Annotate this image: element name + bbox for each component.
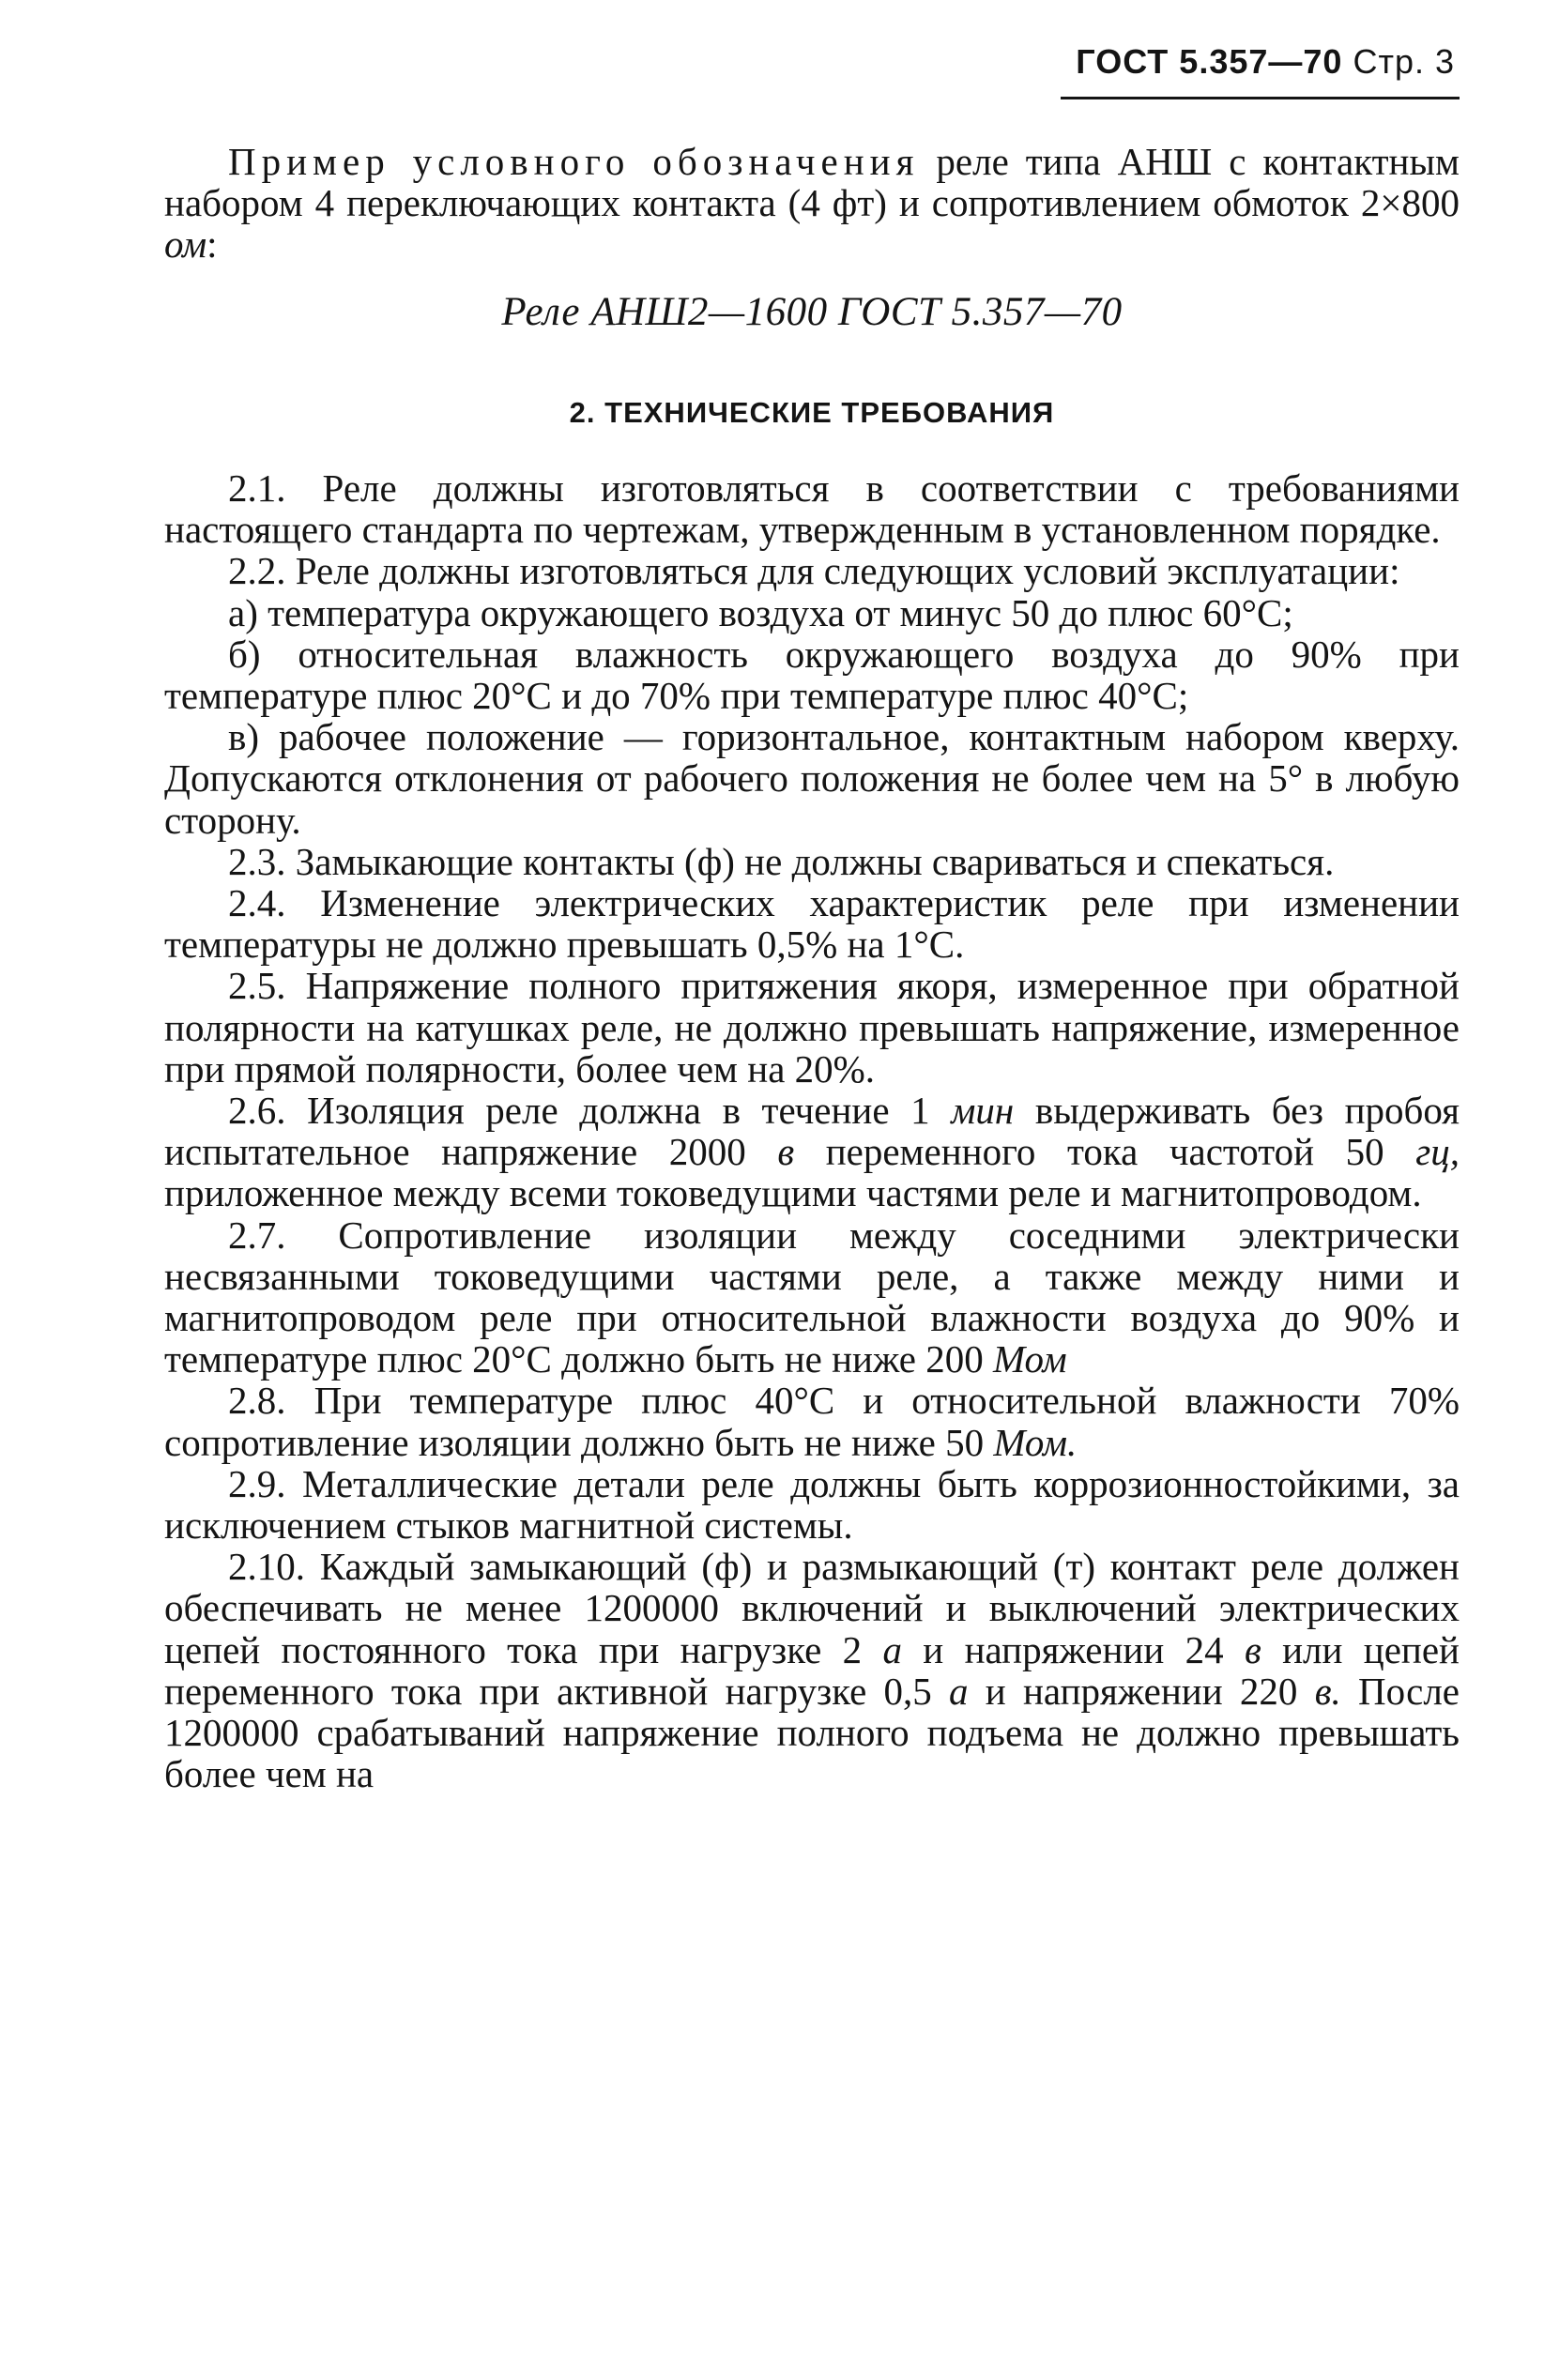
unit-megaohm-2: Мом. xyxy=(993,1420,1078,1464)
standard-number: ГОСТ 5.357—70 xyxy=(1076,42,1343,81)
example-text: реле типа АНШ с контактным набором 4 переключающих контакта (4 фт) и сопротивлением обмоток 2×800 xyxy=(164,140,1460,225)
clause-2-6-text-1: 2.6. Изоляция реле должна в течение 1 xyxy=(228,1089,952,1133)
clause-2-1: 2.1. Реле должны изготовляться в соответствии с требованиями настоящего стандарта по чертежам, утвержденным в установленном порядке. xyxy=(164,466,1460,552)
clause-2-9: 2.9. Металлические детали реле должны быть коррозионностойкими, за исключением стыков магнитной системы. xyxy=(164,1461,1460,1548)
example-end: : xyxy=(206,222,218,267)
page-number: Стр. 3 xyxy=(1353,42,1455,81)
designation-formula: Реле АНШ2—1600 ГОСТ 5.357—70 xyxy=(501,290,1123,334)
clause-2-2-b: б) относительная влажность окружающего воздуха до 90% при температуре плюс 20°С и до 70% при температуре плюс 40°С; xyxy=(164,632,1460,718)
clause-2-10-text-1: 2.10. Каждый замыкающий (ф) и размыкающий (т) контакт реле должен обеспечивать не менее 1200000 включений и выключений электрических цепей постоянного тока при нагрузке 2 xyxy=(164,1545,1460,1671)
clause-2-2-a: а) температура окружающего воздуха от минус 50 до плюс 60°С; xyxy=(228,590,1293,634)
running-header xyxy=(901,42,1455,82)
example-unit: ом xyxy=(164,222,207,267)
clause-2-10 xyxy=(164,1546,1460,1794)
clause-2-6 xyxy=(164,1090,1460,1214)
clause-2-10-text-4: и напряжении 220 xyxy=(968,1669,1315,1713)
clause-2-6-text-3: переменного тока частотой 50 xyxy=(794,1130,1416,1174)
unit-hertz: гц, xyxy=(1415,1130,1460,1174)
clause-2-2-c: в) рабочее положение — горизонтальное, контактным набором кверху. Допускаются отклонения от рабочего положения не более чем на 5° в любую сторону. xyxy=(164,715,1460,842)
unit-min: мин xyxy=(951,1089,1015,1133)
unit-volt-2: в xyxy=(1244,1627,1261,1671)
header-rule xyxy=(1061,97,1460,99)
designation-example xyxy=(164,141,1460,266)
example-lead: Пример условного обозначения xyxy=(228,140,920,183)
clause-2-8-text: 2.8. При температуре плюс 40°С и относительной влажности 70% сопротивление изоляции должно быть не ниже 50 xyxy=(164,1379,1460,1464)
section-title: 2. ТЕХНИЧЕСКИЕ ТРЕБОВАНИЯ xyxy=(569,396,1055,429)
clause-2-4: 2.4. Изменение электрических характеристик реле при изменении температуры не должно превышать 0,5% на 1°С. xyxy=(164,881,1460,967)
clause-2-10-text-2: и напряжении 24 xyxy=(901,1627,1245,1671)
clause-2-10-text-3: или цепей переменного тока при активной нагрузке 0,5 xyxy=(164,1627,1460,1713)
unit-volt: в xyxy=(777,1130,795,1174)
unit-megaohm: Мом xyxy=(992,1337,1067,1381)
clause-2-7-text: 2.7. Сопротивление изоляции между соседними электрически несвязанными токоведущими частями реле, а также между ними и магнитопроводом реле при относительной влажности воздуха до 90% и температуре плюс 20°С должно быть не ниже 200 xyxy=(164,1213,1460,1381)
unit-ampere: а xyxy=(882,1627,902,1671)
clause-2-10-text-5: После 1200000 срабатываний напряжение полного подъема не должно превышать более чем на xyxy=(164,1669,1460,1796)
unit-ampere-2: а xyxy=(949,1669,969,1713)
clause-2-6-text-4: приложенное между всеми токоведущими частями реле и магнитопроводом. xyxy=(164,1171,1422,1215)
clause-2-8 xyxy=(164,1380,1460,1462)
clause-2-5: 2.5. Напряжение полного притяжения якоря, измеренное при обратной полярности на катушках реле, не должно превышать напряжение, измеренное при прямой полярности, более чем на 20%. xyxy=(164,964,1460,1091)
clause-2-6-text-2: выдерживать без пробоя испытательное напряжение 2000 xyxy=(164,1089,1460,1174)
unit-volt-3: в. xyxy=(1314,1669,1341,1713)
clause-2-7 xyxy=(164,1214,1460,1381)
clause-2-3: 2.3. Замыкающие контакты (ф) не должны свариваться и спекаться. xyxy=(228,839,1335,883)
requirements-list xyxy=(164,467,1460,1795)
clause-2-2: 2.2. Реле должны изготовляться для следующих условий эксплуатации: xyxy=(228,549,1400,593)
